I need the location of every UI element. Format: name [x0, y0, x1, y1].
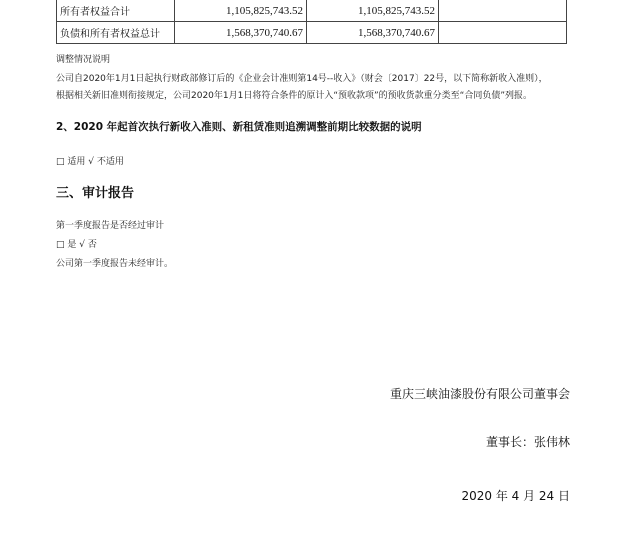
section-2-applicability: □ 适用 √ 不适用: [56, 157, 124, 167]
value-cell: 1,105,825,743.52: [307, 0, 439, 22]
audit-statement: 公司第一季度报告未经审计。: [56, 259, 174, 269]
table-row: [57, 0, 567, 22]
audit-question: 第一季度报告是否经过审计: [56, 221, 165, 231]
adjustment-text-line: 根据相关新旧准则衔接规定，公司2020年1月1日将符合条件的原计入“预收款项”的预收货款重分类至“合同负债”列报。: [56, 91, 533, 101]
audit-option: □ 是 √ 否: [56, 240, 97, 250]
table-row: [57, 22, 567, 44]
value-cell: 1,105,825,743.52: [175, 0, 307, 22]
section-3-title: 三、审计报告: [56, 186, 135, 201]
section-2-title: 2、2020 年起首次执行新收入准则、新租赁准则追溯调整前期比较数据的说明: [56, 121, 422, 133]
adjustment-heading: 调整情况说明: [56, 55, 111, 65]
row-label: 所有者权益合计: [57, 0, 175, 22]
value-cell: [439, 22, 567, 44]
value-cell: [439, 0, 567, 22]
signature-company: 重庆三峡油漆股份有限公司董事会: [389, 387, 570, 401]
signature-chairman: 董事长：张伟林: [485, 435, 570, 449]
signature-date: 2020 年 4 月 24 日: [461, 489, 570, 503]
value-cell: 1,568,370,740.67: [307, 22, 439, 44]
adjustment-text-line: 公司自2020年1月1日起执行财政部修订后的《企业会计准则第14号--收入》（财会〔2017〕22号，以下简称新收入准则），: [56, 74, 548, 84]
balance-table: [56, 0, 567, 44]
value-cell: 1,568,370,740.67: [175, 22, 307, 44]
row-label: 负债和所有者权益总计: [57, 22, 175, 44]
